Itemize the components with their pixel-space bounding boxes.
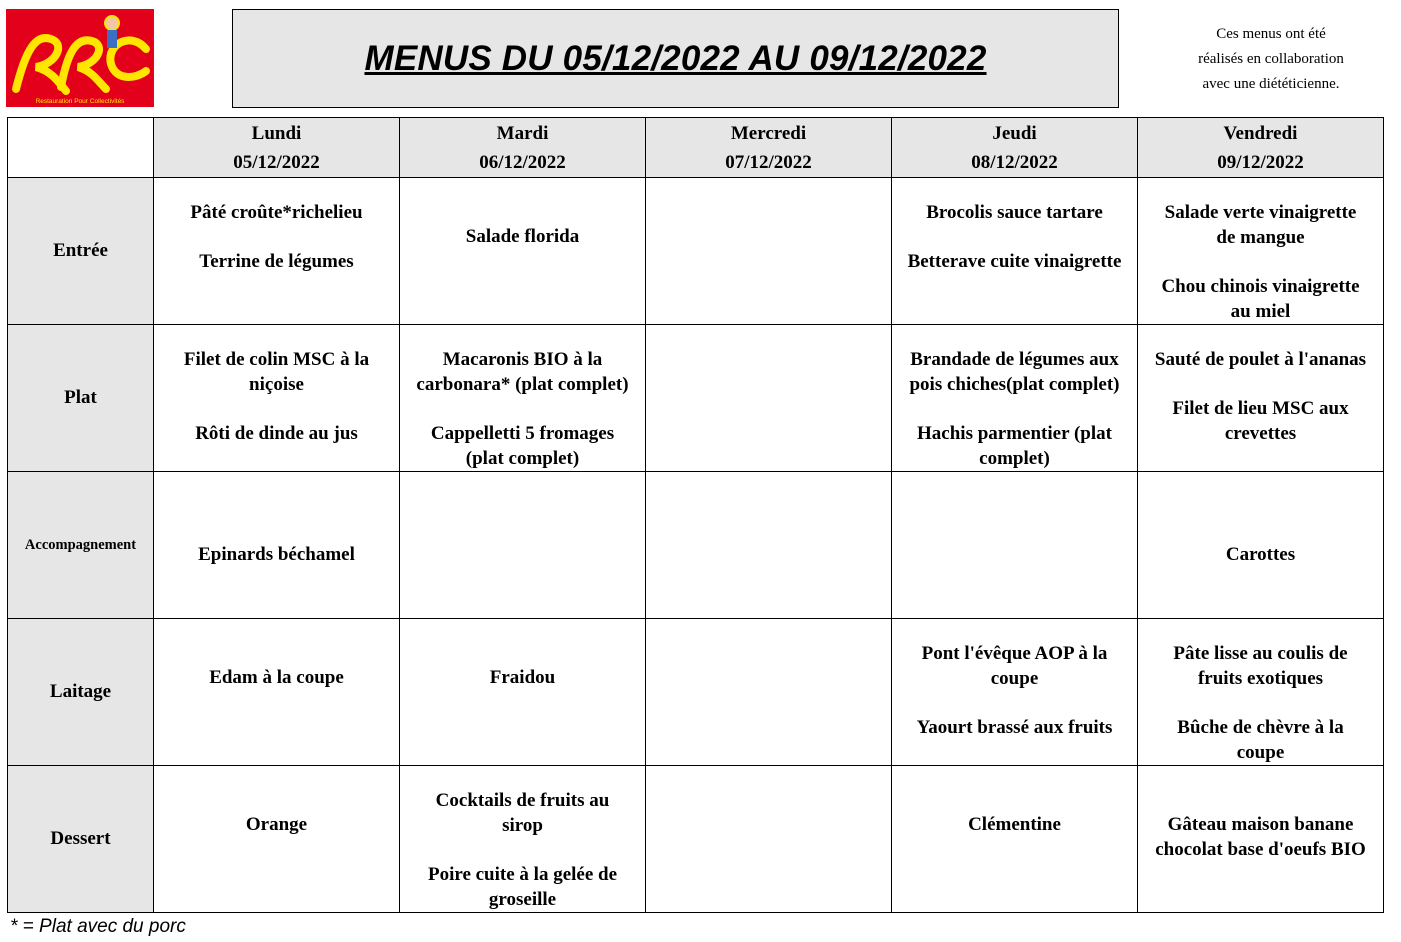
cell-padding [1138, 325, 1383, 347]
cell-padding [154, 619, 399, 641]
dish-line: Yaourt brassé aux fruits [916, 717, 1113, 738]
dish-line: Rôti de dinde au jus [195, 423, 358, 444]
dish-line: de mangue [1216, 227, 1305, 248]
day-header [400, 118, 646, 178]
menu-cell [154, 325, 400, 472]
cell-padding [154, 472, 399, 494]
line-gap [154, 225, 399, 249]
day-name: Mardi [496, 123, 549, 144]
line-gap [154, 518, 399, 542]
dietitian-note [1140, 22, 1401, 97]
course-label: Plat [8, 325, 154, 472]
menu-row [8, 766, 1384, 913]
dish-line: Macaronis BIO à la [442, 349, 603, 370]
dish-line: carbonara* (plat complet) [416, 374, 629, 395]
cell-padding [154, 766, 399, 788]
dish-line: Filet de lieu MSC aux [1172, 398, 1349, 419]
cell-padding [892, 766, 1137, 788]
menu-table [7, 117, 1384, 913]
line-gap [1138, 372, 1383, 396]
dish-line: Salade florida [465, 226, 580, 247]
dish-line: niçoise [249, 374, 304, 395]
day-date: 05/12/2022 [233, 152, 320, 173]
day-date: 07/12/2022 [725, 152, 812, 173]
menu-cell [1138, 472, 1384, 619]
course-label: Accompagnement [8, 472, 154, 619]
menu-cell [892, 178, 1138, 325]
line-gap [1138, 788, 1383, 812]
dish-line: Filet de colin MSC à la [183, 349, 370, 370]
dish-line: Hachis parmentier (plat [917, 423, 1112, 444]
line-gap [1138, 250, 1383, 274]
menu-cell [646, 766, 892, 913]
cell-padding [400, 472, 645, 494]
day-name: Lundi [251, 123, 302, 144]
line-gap [1138, 691, 1383, 715]
day-date: 06/12/2022 [479, 152, 566, 173]
cell-padding [646, 766, 891, 788]
dish-line: Chou chinois vinaigrette [1161, 276, 1360, 297]
menu-cell [892, 325, 1138, 472]
note-line: avec une diététicienne. [1202, 76, 1340, 92]
menu-cell [892, 619, 1138, 766]
menu-cell [892, 472, 1138, 619]
day-header [154, 118, 400, 178]
dish-line: Brocolis sauce tartare [926, 202, 1103, 223]
menu-cell [892, 766, 1138, 913]
dish-line: Sauté de poulet à l'ananas [1154, 349, 1367, 370]
menu-row [8, 619, 1384, 766]
note-line: Ces menus ont été [1216, 26, 1326, 42]
cell-padding [646, 619, 891, 641]
line-gap [892, 788, 1137, 812]
menu-row [8, 472, 1384, 619]
day-header [646, 118, 892, 178]
day-name: Mercredi [730, 123, 807, 144]
cell-padding [646, 178, 891, 200]
line-gap [400, 200, 645, 224]
line-gap [154, 494, 399, 518]
course-label: Dessert [8, 766, 154, 913]
dish-line: Clémentine [968, 814, 1061, 835]
menu-cell [1138, 766, 1384, 913]
dish-line: Poire cuite à la gelée de [427, 864, 618, 885]
dish-line: Gâteau maison banane [1167, 814, 1354, 835]
menu-cell [1138, 325, 1384, 472]
dish-line: Brandade de légumes aux [910, 349, 1119, 370]
line-gap [400, 838, 645, 862]
cell-padding [892, 178, 1137, 200]
menu-cell [400, 472, 646, 619]
line-gap [892, 225, 1137, 249]
day-header [1138, 118, 1384, 178]
day-name: Vendredi [1223, 123, 1298, 144]
cell-padding [1138, 178, 1383, 200]
menu-cell [400, 619, 646, 766]
menu-cell [400, 325, 646, 472]
cell-padding [154, 178, 399, 200]
line-gap [400, 397, 645, 421]
day-date: 09/12/2022 [1217, 152, 1304, 173]
cell-padding [646, 472, 891, 494]
dish-line: Cocktails de fruits au [435, 790, 610, 811]
cell-padding [892, 472, 1137, 494]
dish-line: sirop [502, 815, 543, 836]
line-gap [1138, 518, 1383, 542]
menu-row [8, 178, 1384, 325]
page-title: MENUS DU 05/12/2022 AU 09/12/2022 [364, 38, 987, 78]
dish-line: Salade verte vinaigrette [1164, 202, 1357, 223]
dish-line: coupe [1236, 742, 1285, 763]
cell-padding [892, 325, 1137, 347]
line-gap [892, 691, 1137, 715]
menu-cell [1138, 178, 1384, 325]
menu-cell [154, 472, 400, 619]
dish-line: fruits exotiques [1197, 668, 1324, 689]
rrc-logo [6, 9, 154, 107]
title-box [232, 9, 1119, 108]
day-header [892, 118, 1138, 178]
dish-line: au miel [1230, 301, 1291, 322]
footnote: * = Plat avec du porc [10, 916, 186, 937]
cell-padding [400, 766, 645, 788]
cell-padding [400, 325, 645, 347]
dish-line: complet) [979, 448, 1050, 469]
dish-line: Cappelletti 5 fromages [430, 423, 615, 444]
rrc-logo-mark [6, 9, 154, 107]
dish-line: Betterave cuite vinaigrette [907, 251, 1122, 272]
dish-line: groseille [488, 889, 557, 910]
menu-cell [646, 619, 892, 766]
menu-cell [154, 178, 400, 325]
menu-cell [400, 178, 646, 325]
dish-line: coupe [990, 668, 1039, 689]
menu-cell [646, 472, 892, 619]
dish-line: crevettes [1224, 423, 1297, 444]
dish-line: Pont l'évêque AOP à la [921, 643, 1108, 664]
dish-line: (plat complet) [465, 448, 580, 469]
dish-line: Orange [245, 814, 308, 835]
day-name: Jeudi [992, 123, 1037, 144]
menu-cell [400, 766, 646, 913]
line-gap [892, 397, 1137, 421]
menu-cell [1138, 619, 1384, 766]
cell-padding [1138, 472, 1383, 494]
dish-line: Pâté croûte*richelieu [190, 202, 363, 223]
cell-padding [154, 325, 399, 347]
corner-cell [8, 118, 154, 178]
cell-padding [1138, 619, 1383, 641]
dish-line: Carottes [1225, 544, 1296, 565]
logo-caption: Restauration Pour Collectivités [35, 98, 125, 105]
menu-row [8, 325, 1384, 472]
menu-cell [646, 325, 892, 472]
menu-cell [646, 178, 892, 325]
dish-line: Bûche de chèvre à la [1177, 717, 1344, 738]
menu-cell [154, 766, 400, 913]
line-gap [400, 641, 645, 665]
course-label: Entrée [8, 178, 154, 325]
dish-line: Epinards béchamel [198, 544, 355, 565]
cell-padding [400, 619, 645, 641]
cell-padding [646, 325, 891, 347]
header-row [8, 118, 1384, 178]
dish-line: Pâte lisse au coulis de [1173, 643, 1348, 664]
dish-line: pois chiches(plat complet) [909, 374, 1120, 395]
line-gap [154, 788, 399, 812]
dish-line: chocolat base d'oeufs BIO [1155, 839, 1366, 860]
cell-padding [892, 619, 1137, 641]
menu-cell [154, 619, 400, 766]
cell-padding [1138, 766, 1383, 788]
note-line: réalisés en collaboration [1198, 51, 1344, 67]
day-date: 08/12/2022 [971, 152, 1058, 173]
dish-line: Edam à la coupe [209, 667, 344, 688]
line-gap [1138, 494, 1383, 518]
course-label: Laitage [8, 619, 154, 766]
line-gap [154, 641, 399, 665]
cell-padding [400, 178, 645, 200]
line-gap [154, 397, 399, 421]
dish-line: Fraidou [489, 667, 556, 688]
dish-line: Terrine de légumes [199, 251, 354, 272]
